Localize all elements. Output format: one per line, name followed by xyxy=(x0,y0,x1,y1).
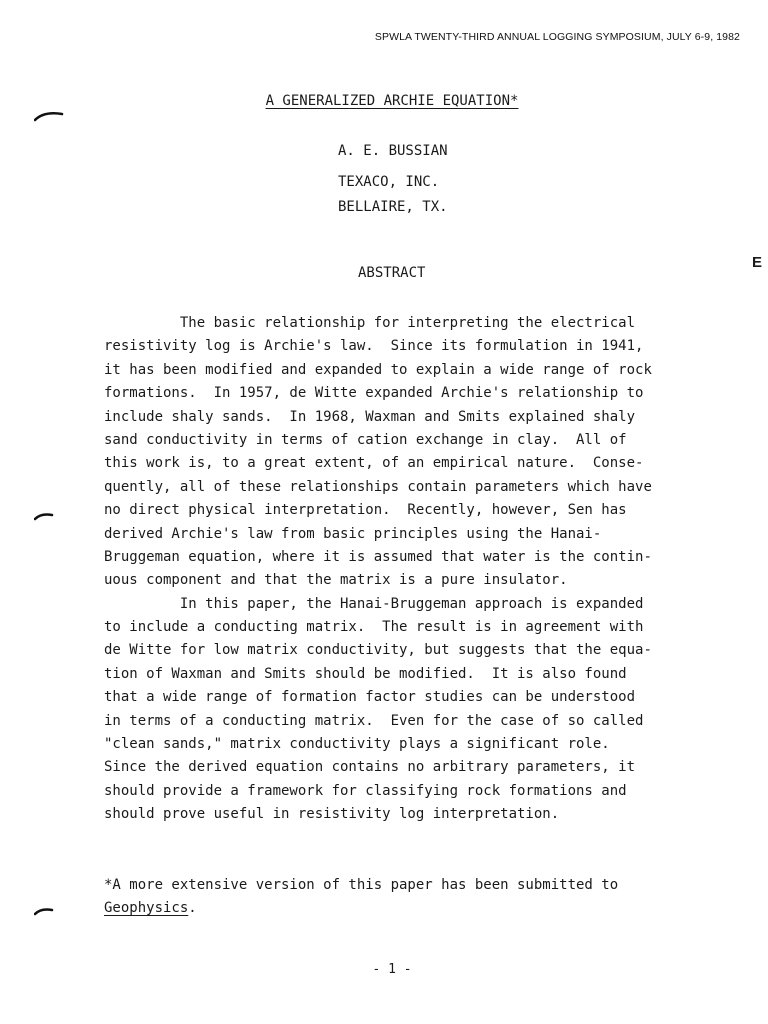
abstract-heading: ABSTRACT xyxy=(358,265,426,281)
abstract-line: that a wide range of formation factor studies can be understood xyxy=(104,689,636,706)
abstract-line: this work is, to a great extent, of an empirical nature. Conse- xyxy=(104,455,644,472)
paper-title: A GENERALIZED ARCHIE EQUATION* xyxy=(265,93,519,109)
abstract-line: quently, all of these relationships contain parameters which have xyxy=(104,478,652,495)
abstract-body xyxy=(104,312,714,827)
abstract-line: no direct physical interpretation. Recently, however, Sen has xyxy=(104,502,627,519)
abstract-line: de Witte for low matrix conductivity, but suggests that the equa- xyxy=(104,642,652,659)
abstract-line: to include a conducting matrix. The result is in agreement with xyxy=(104,619,644,636)
punch-mark-bottom-shape xyxy=(35,910,52,915)
punch-mark-top-shape xyxy=(35,113,62,120)
footnote-line: *A more extensive version of this paper has been submitted to xyxy=(104,877,619,893)
punch-mark-middle xyxy=(34,510,54,522)
punch-mark-bottom xyxy=(34,905,54,917)
abstract-line: Bruggeman equation, where it is assumed that water is the contin- xyxy=(104,548,652,565)
abstract-line: uous component and that the matrix is a pure insulator. xyxy=(104,572,568,589)
abstract-line: Since the derived equation contains no arbitrary parameters, it xyxy=(104,759,636,776)
abstract-line: In this paper, the Hanai-Bruggeman approach is expanded xyxy=(104,595,644,612)
page-number: - 1 - xyxy=(372,962,412,977)
conference-header: SPWLA TWENTY-THIRD ANNUAL LOGGING SYMPOSIUM, JULY 6-9, 1982 xyxy=(374,31,740,43)
abstract-line: include shaly sands. In 1968, Waxman and Smits explained shaly xyxy=(104,408,636,425)
punch-mark-top xyxy=(34,108,64,122)
abstract-line: in terms of a conducting matrix. Even for the case of so called xyxy=(104,712,644,729)
abstract-line: The basic relationship for interpreting the electrical xyxy=(104,315,636,331)
author-location: BELLAIRE, TX. xyxy=(338,199,448,215)
punch-mark-middle-shape xyxy=(35,515,52,520)
footnote-journal: Geophysics xyxy=(104,900,189,916)
footnote-period: . xyxy=(188,900,197,916)
side-marker: E xyxy=(752,254,763,271)
author-affiliation: TEXACO, INC. xyxy=(338,174,440,190)
abstract-line: formations. In 1957, de Witte expanded Archie's relationship to xyxy=(104,385,644,402)
abstract-line: tion of Waxman and Smits should be modified. It is also found xyxy=(104,665,627,682)
abstract-line: sand conductivity in terms of cation exchange in clay. All of xyxy=(104,431,627,448)
abstract-line: resistivity log is Archie's law. Since its formulation in 1941, xyxy=(104,338,644,355)
footnote-journal-line xyxy=(104,897,724,920)
author-name: A. E. BUSSIAN xyxy=(338,143,448,159)
abstract-line: "clean sands," matrix conductivity plays a significant role. xyxy=(104,736,610,753)
abstract-line: it has been modified and expanded to explain a wide range of rock xyxy=(104,361,652,378)
abstract-line: should provide a framework for classifying rock formations and xyxy=(104,782,627,799)
footnote xyxy=(104,874,724,920)
abstract-line: should prove useful in resistivity log interpretation. xyxy=(104,806,560,823)
abstract-line: derived Archie's law from basic principles using the Hanai- xyxy=(104,525,602,542)
